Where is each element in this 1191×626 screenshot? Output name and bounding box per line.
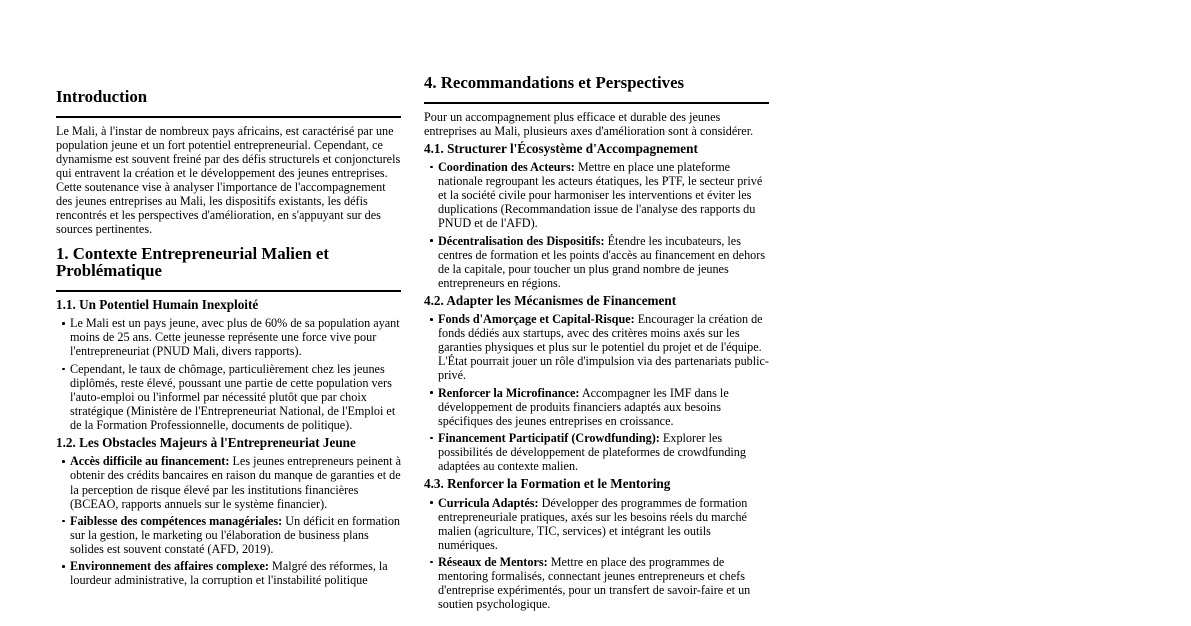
bullet-lead: Faiblesse des compétences managériales: <box>70 513 283 528</box>
bullet-lead: Curricula Adaptés: <box>438 495 539 510</box>
bullet-text: Mettre en place des programmes de mentoring formalisés, connectant jeunes entrepreneurs et chefs d'entreprise expérimentés, pour un transfert de savoir-faire et un soutien psychologique. <box>438 554 751 612</box>
bullet-text: Le Mali est un pays jeune, avec plus de 60% de sa population ayant moins de 25 ans. Cette jeunesse représente une force vive pour l'entrepreneuriat (PNUD Mali, divers rapports). <box>70 316 400 359</box>
bullet-text: Malgré des réformes, la lourdeur administrative, la corruption et l'instabilité politique <box>70 559 388 588</box>
bullet-text: Accompagner les IMF dans le développement de produits financiers adaptés aux besoins spécifiques des jeunes entreprises en croissance. <box>438 385 729 428</box>
list-item <box>70 362 401 432</box>
section-1-2-heading: 1.2. Les Obstacles Majeurs à l'Entrepreneuriat Jeune <box>56 434 356 450</box>
section-4-1-bullet-list <box>424 160 769 290</box>
section-4-2-heading: 4.2. Adapter les Mécanismes de Financement <box>424 292 677 308</box>
bullet-lead: Réseaux de Mentors: <box>438 554 548 569</box>
section-1-1-heading: 1.1. Un Potentiel Humain Inexploité <box>56 296 259 312</box>
list-item <box>70 559 401 587</box>
bullet-lead: Environnement des affaires complexe: <box>70 559 269 574</box>
section-1-heading: 1. Contexte Entrepreneurial Malien et Problématique <box>56 245 401 292</box>
bullet-lead: Décentralisation des Dispositifs: <box>438 233 605 248</box>
section-4-3-heading: 4.3. Renforcer la Formation et le Mentoring <box>424 476 671 492</box>
section-4-paragraph: Pour un accompagnement plus efficace et durable des jeunes entreprises au Mali, plusieurs axes d'amélioration sont à considérer. <box>424 109 754 138</box>
list-item <box>438 431 769 473</box>
list-item <box>438 312 769 382</box>
right-column <box>424 0 769 614</box>
bullet-text: Cependant, le taux de chômage, particulièrement chez les jeunes diplômés, reste élevé, poussant une partie de cette population vers l'auto-emploi ou l'informel par nécessité plutôt que par choix stratégique (Ministère de l'Entrepreneuriat National, de l'Emploi et de la Formation Professionnelle, documents de politique). <box>70 361 396 432</box>
left-column <box>56 0 401 590</box>
bullet-text: Les jeunes entrepreneurs peinent à obtenir des crédits bancaires en raison du manque de garanties et de la perception de risque élevé par les institutions financières (BCEAO, rapports annuels sur le système financier). <box>70 454 401 511</box>
bullet-text: Explorer les possibilités de développement de plateformes de crowdfunding adaptées au contexte malien. <box>438 430 746 474</box>
section-1-2-bullet-list <box>56 454 401 587</box>
section-4-2-bullet-list <box>424 312 769 473</box>
bullet-lead: Fonds d'Amorçage et Capital-Risque: <box>438 312 635 327</box>
bullet-lead: Accès difficile au financement: <box>70 454 230 469</box>
bullet-text: Mettre en place une plateforme nationale regroupant les acteurs étatiques, les PTF, le secteur privé et la société civile pour harmoniser les interventions et éviter les duplications (Recommandation issue de l'analyse des rapports du PNUD et de l'AFD). <box>438 160 763 231</box>
section-4-1-heading: 4.1. Structurer l'Écosystème d'Accompagnement <box>424 140 698 156</box>
list-item <box>70 316 401 358</box>
intro-paragraph: Le Mali, à l'instar de nombreux pays africains, est caractérisé par une population jeune et un fort potentiel entrepreneurial. Cependant, ce dynamisme est souvent freiné par des défis structurels et conjoncturels qui entravent la création et le développement des jeunes entreprises. Cette soutenance vise à analyser l'importance de l'accompagnement des jeunes entreprises au Mali, les dispositifs existants, les défis rencontrés et les perspectives d'amélioration, en s'appuyant sur des sources pertinentes. <box>56 123 401 236</box>
bullet-text: Un déficit en formation sur la gestion, le marketing ou l'élaboration de business plans solides est souvent constaté (AFD, 2019). <box>70 513 401 556</box>
list-item <box>438 386 769 428</box>
list-item <box>438 496 769 552</box>
list-item <box>438 160 769 230</box>
bullet-text: Étendre les incubateurs, les centres de formation et les points d'accès au financement en dehors de la capitale, pour toucher un plus grand nombre de jeunes entrepreneurs en régions. <box>438 233 766 290</box>
section-1-1-bullet-list <box>56 316 401 432</box>
intro-heading: Introduction <box>56 88 401 118</box>
bullet-text: Encourager la création de fonds dédiés aux startups, avec des critères moins axés sur les garanties physiques et plus sur le potentiel du projet et de l'équipe. L'État pourrait jouer un rôle d'impulsion via des partenariats public-privé. <box>438 312 769 383</box>
section-4-3-bullet-list <box>424 496 769 612</box>
bullet-lead: Renforcer la Microfinance: <box>438 385 580 400</box>
list-item <box>70 514 401 556</box>
list-item <box>438 234 769 290</box>
bullet-lead: Financement Participatif (Crowdfunding): <box>438 430 660 445</box>
list-item <box>438 555 769 611</box>
bullet-lead: Coordination des Acteurs: <box>438 160 575 175</box>
bullet-text: Développer des programmes de formation entrepreneuriale pratiques, axés sur les besoins réels du marché malien (agriculture, TIC, services) et intégrant les outils numériques. <box>438 495 748 552</box>
list-item <box>70 454 401 510</box>
section-4-heading: 4. Recommandations et Perspectives <box>424 74 769 104</box>
